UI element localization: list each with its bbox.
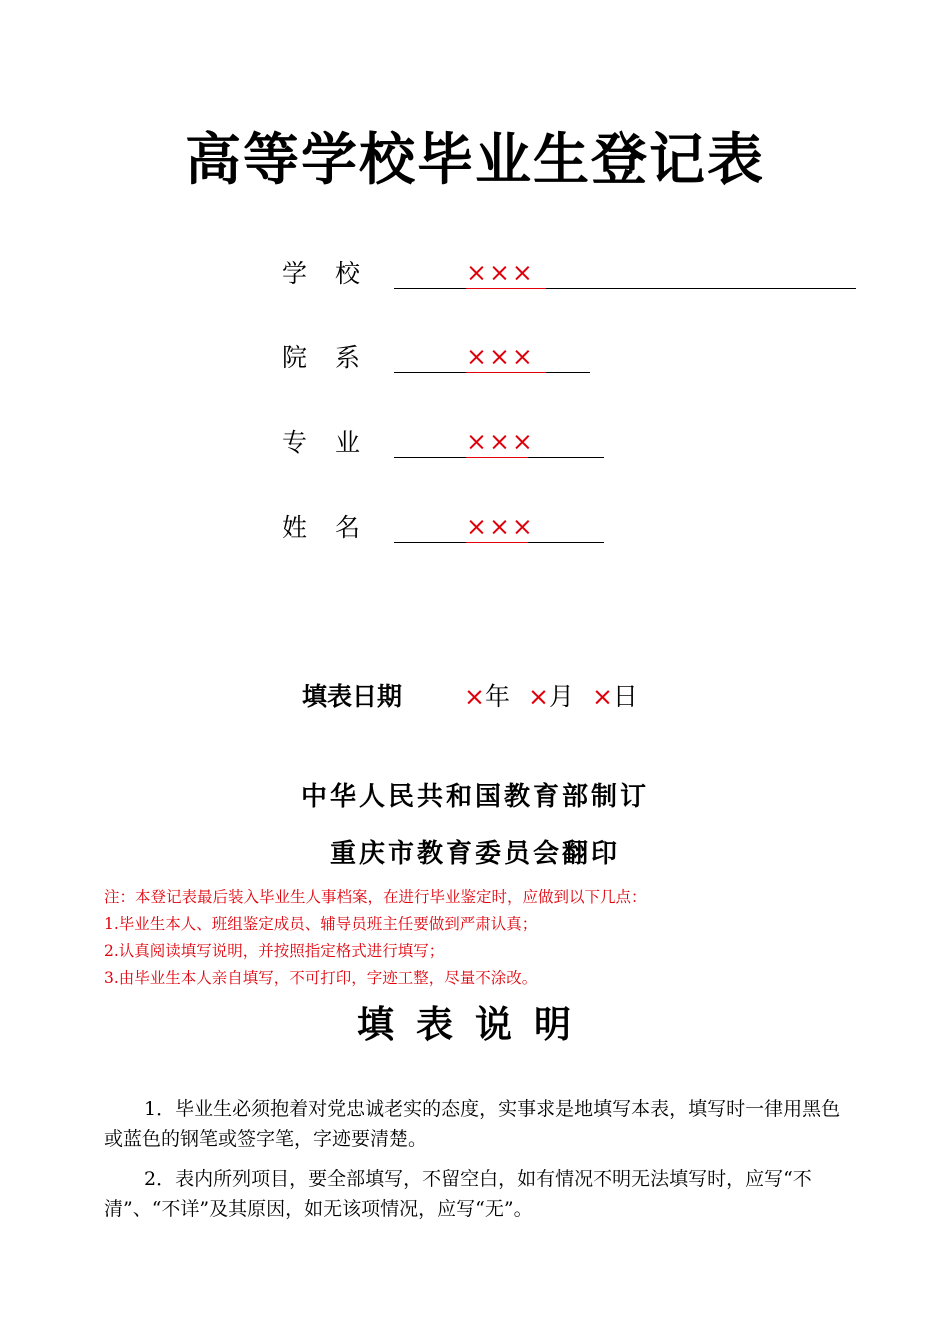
field-school-value[interactable]: ××× [466, 258, 535, 287]
field-department-value-underline [466, 372, 546, 373]
issuer-reprint: 重庆市教育委员会翻印 [329, 839, 620, 869]
fill-date-row [302, 680, 638, 714]
month-value[interactable]: × [527, 682, 549, 711]
note-item-1: 1.毕业生本人、班组鉴定成员、辅导员班主任要做到严肃认真； [104, 915, 538, 933]
month-unit: 月 [548, 682, 574, 711]
note-intro: 注：本登记表最后装入毕业生人事档案，在进行毕业鉴定时，应做到以下几点： [104, 888, 647, 906]
field-department-label: 院系 [282, 343, 389, 372]
field-major-value-underline [466, 457, 528, 458]
field-name-label: 姓名 [282, 513, 389, 542]
note-item-3: 3.由毕业生本人亲自填写，不可打印，字迹工整，尽量不涂改。 [104, 969, 538, 987]
day-unit: 日 [612, 682, 638, 711]
field-department [282, 342, 642, 378]
year-value[interactable]: × [464, 682, 485, 711]
instruction-paragraph-1: 1．毕业生必须抱着对党忠诚老实的态度，实事求是地填写本表，填写时一律用黑色或蓝色的钢笔或签字笔，字迹要清楚。 [104, 1098, 841, 1150]
year-unit: 年 [484, 682, 510, 711]
field-school-label: 学校 [282, 259, 389, 288]
fill-date-label: 填表日期 [302, 682, 403, 711]
field-name [282, 512, 642, 548]
form-title: 高等学校毕业生登记表 [185, 128, 765, 193]
notes-block [104, 884, 864, 992]
field-name-value[interactable]: ××× [466, 512, 535, 541]
day-value[interactable]: × [591, 682, 613, 711]
field-school-line [394, 288, 856, 289]
field-school [282, 258, 642, 294]
field-school-value-underline [466, 288, 546, 289]
field-name-value-underline [466, 542, 528, 543]
field-major-value[interactable]: ××× [466, 427, 535, 456]
field-department-value[interactable]: ××× [466, 342, 535, 371]
issuer-ministry: 中华人民共和国教育部制订 [300, 782, 649, 812]
field-major-label: 专业 [282, 428, 389, 457]
instruction-paragraph-2: 2．表内所列项目，要全部填写，不留空白，如有情况不明无法填写时，应写“不清”、“不详”及其原因，如无该项情况，应写“无”。 [104, 1168, 812, 1220]
field-major [282, 427, 642, 463]
instructions-heading: 填表说明 [357, 1002, 593, 1046]
note-item-2: 2.认真阅读填写说明，并按照指定格式进行填写； [104, 942, 445, 960]
